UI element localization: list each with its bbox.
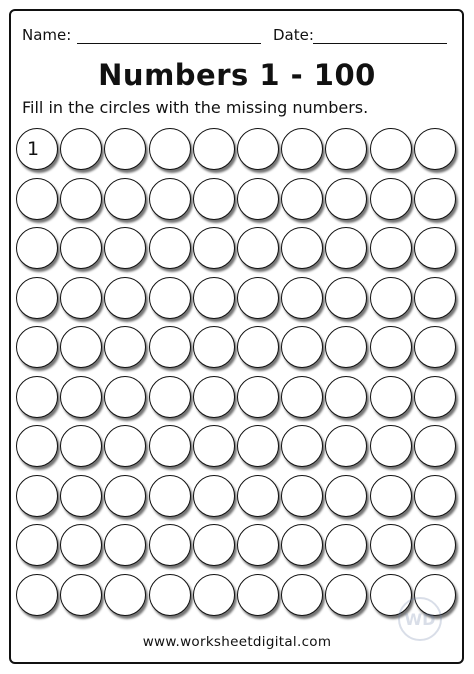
number-circle[interactable] — [325, 227, 367, 269]
number-circle[interactable] — [104, 227, 146, 269]
date-label: Date: — [273, 26, 314, 44]
number-circle[interactable] — [60, 128, 102, 170]
number-circle[interactable] — [325, 326, 367, 368]
number-circle[interactable] — [193, 326, 235, 368]
number-circle[interactable] — [60, 277, 102, 319]
number-circle[interactable] — [16, 425, 58, 467]
number-circle[interactable] — [193, 475, 235, 517]
number-circle[interactable] — [60, 227, 102, 269]
name-label: Name: — [22, 26, 72, 44]
number-circle[interactable] — [325, 524, 367, 566]
number-circle[interactable] — [281, 475, 323, 517]
number-circle[interactable] — [325, 128, 367, 170]
number-circle[interactable] — [16, 475, 58, 517]
number-circle[interactable] — [149, 524, 191, 566]
number-circle[interactable] — [149, 227, 191, 269]
number-circle[interactable] — [370, 178, 412, 220]
number-circle[interactable] — [237, 277, 279, 319]
number-circle[interactable] — [414, 227, 456, 269]
prefilled-number: 1 — [26, 138, 40, 160]
number-circle[interactable] — [325, 425, 367, 467]
number-circle[interactable] — [281, 277, 323, 319]
name-field-line[interactable] — [77, 43, 261, 44]
number-circle[interactable] — [370, 277, 412, 319]
number-circle[interactable] — [237, 128, 279, 170]
number-circle[interactable] — [104, 128, 146, 170]
number-circle[interactable] — [16, 277, 58, 319]
number-circle[interactable] — [281, 227, 323, 269]
number-circle[interactable] — [281, 178, 323, 220]
number-circle[interactable] — [149, 128, 191, 170]
number-circle-grid — [16, 128, 460, 628]
number-circle[interactable] — [149, 475, 191, 517]
number-circle[interactable] — [16, 376, 58, 418]
number-circle[interactable] — [414, 277, 456, 319]
number-circle[interactable] — [149, 574, 191, 616]
number-circle[interactable] — [325, 376, 367, 418]
number-circle[interactable] — [281, 574, 323, 616]
number-circle[interactable] — [370, 326, 412, 368]
number-circle[interactable] — [370, 227, 412, 269]
number-circle[interactable] — [237, 178, 279, 220]
number-circle[interactable] — [370, 475, 412, 517]
number-circle[interactable] — [16, 128, 58, 170]
number-circle[interactable] — [193, 277, 235, 319]
number-circle[interactable] — [237, 227, 279, 269]
number-circle[interactable] — [414, 326, 456, 368]
number-circle[interactable] — [193, 376, 235, 418]
number-circle[interactable] — [16, 524, 58, 566]
number-circle[interactable] — [281, 128, 323, 170]
svg-text:WD: WD — [404, 610, 436, 629]
number-circle[interactable] — [414, 376, 456, 418]
number-circle[interactable] — [370, 524, 412, 566]
number-circle[interactable] — [60, 326, 102, 368]
number-circle[interactable] — [104, 376, 146, 418]
number-circle[interactable] — [414, 425, 456, 467]
number-circle[interactable] — [237, 524, 279, 566]
number-circle[interactable] — [281, 326, 323, 368]
instruction-text: Fill in the circles with the missing numbers. — [22, 98, 369, 117]
number-circle[interactable] — [193, 425, 235, 467]
number-circle[interactable] — [149, 425, 191, 467]
number-circle[interactable] — [193, 128, 235, 170]
number-circle[interactable] — [237, 326, 279, 368]
number-circle[interactable] — [104, 326, 146, 368]
number-circle[interactable] — [414, 475, 456, 517]
number-circle[interactable] — [370, 376, 412, 418]
number-circle[interactable] — [325, 178, 367, 220]
number-circle[interactable] — [414, 128, 456, 170]
number-circle[interactable] — [370, 425, 412, 467]
number-circle[interactable] — [237, 574, 279, 616]
number-circle[interactable] — [104, 574, 146, 616]
number-circle[interactable] — [104, 425, 146, 467]
number-circle[interactable] — [60, 178, 102, 220]
number-circle[interactable] — [60, 524, 102, 566]
number-circle[interactable] — [193, 574, 235, 616]
number-circle[interactable] — [281, 524, 323, 566]
date-field-line[interactable] — [313, 43, 447, 44]
number-circle[interactable] — [60, 376, 102, 418]
number-circle[interactable] — [16, 326, 58, 368]
footer-url: www.worksheetdigital.com — [142, 634, 332, 650]
number-circle[interactable] — [193, 524, 235, 566]
number-circle[interactable] — [60, 475, 102, 517]
number-circle[interactable] — [104, 475, 146, 517]
number-circle[interactable] — [104, 178, 146, 220]
number-circle[interactable] — [237, 376, 279, 418]
number-circle[interactable] — [237, 475, 279, 517]
number-circle[interactable] — [149, 277, 191, 319]
number-circle[interactable] — [104, 524, 146, 566]
number-circle[interactable] — [104, 277, 146, 319]
number-circle[interactable] — [281, 425, 323, 467]
number-circle[interactable] — [414, 178, 456, 220]
number-circle[interactable] — [370, 128, 412, 170]
number-circle[interactable] — [193, 227, 235, 269]
number-circle[interactable] — [193, 178, 235, 220]
number-circle[interactable] — [16, 574, 58, 616]
page-title: Numbers 1 - 100 — [98, 58, 376, 92]
number-circle[interactable] — [325, 475, 367, 517]
number-circle[interactable] — [237, 425, 279, 467]
number-circle[interactable] — [149, 326, 191, 368]
number-circle[interactable] — [414, 524, 456, 566]
worksheet-digital-logo — [397, 596, 443, 642]
number-circle[interactable] — [60, 574, 102, 616]
number-circle[interactable] — [149, 178, 191, 220]
number-circle[interactable] — [16, 178, 58, 220]
number-circle[interactable] — [325, 277, 367, 319]
number-circle[interactable] — [281, 376, 323, 418]
number-circle[interactable] — [60, 425, 102, 467]
number-circle[interactable] — [16, 227, 58, 269]
number-circle[interactable] — [325, 574, 367, 616]
number-circle[interactable] — [149, 376, 191, 418]
